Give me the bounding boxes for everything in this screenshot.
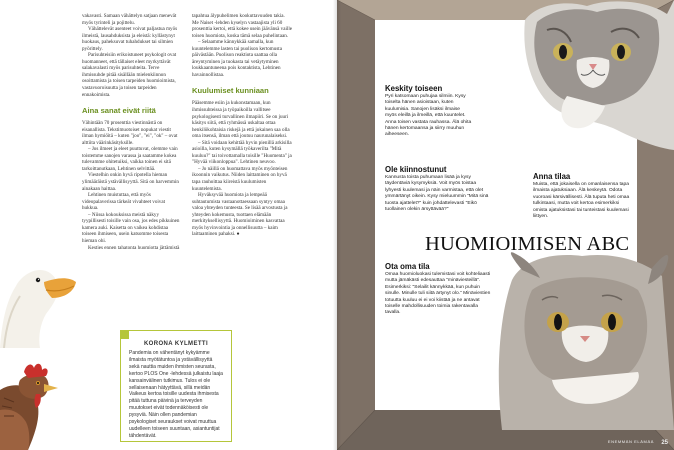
magazine-footer: ENEMMÄN ELÄMÄÄ [607,439,654,444]
section-text-keskity: Pyri katsomaan puhujaa silmiin. Kysy toiselta hänen asioistaan, kuten kuulumisia. Sanojen lisäksi ilmaise myös eleillä ja ilmeillä, että kuuntelet. Anna toisen vastata rauhassa. Älä ohita hänen kertomaansa ja siirry muuhun aiheeseen. [385,94,472,138]
page-gutter [333,0,341,450]
section-text-ota-oma-tila: Omaa huomioluokasi tulemistasi voit kohteliaasti mutta jämäkästi edesauttaa "minäviesteillä". Esimerkiksi: "Selailit kännykkää, kun puhuin sinulle. Minulle tuli siitä ärtynyt olo." Minäviestien totuutta kuuluu ei ei voi kiistää ja ne antavat toiselle mahdollisuuden toimia rakentavalla tavalla. [385,272,491,316]
paragraph: Parisuhteisiin erikoistuneet psykologit ovat huomanneet, että tällaiset eleet myrkyttävät salakavalasti myös parisuhteita. Terve ihmissuhde pitää sisällään mielenkiinnon osoittamista ja toisen tarpeiden huomioimista, vastavuoroisuutta ja toisen tarpeiden ennakoimista. [82,52,177,98]
korona-info-box [120,330,232,442]
paragraph: Vähättelevät asenteet voivat paljastua myös ilmeistä, lausahduksista ja eleistä: kyllästynyt huokaus, paheksuvat tuhahdukset tai silmien pyörittely. [82,26,178,52]
paragraph: – Jos ilmeet ja eleet puuttuvat, olemme vain toistemme sanojen varassa ja saatamme kokea tulevamme ohitetuiksi, vaikka toinen ei sitä tarkoittanutkaan, Lehtinen selvittää. [82,146,178,172]
section-heading: Aina sanat eivät riitä [82,106,156,116]
section-heading-ota-oma-tila: Ota oma tila [385,262,430,271]
page-number: 25 [661,440,668,446]
right-page [337,0,674,450]
cat-bottom-image [492,250,674,430]
paragraph: Kesties ennen tahatonta huomiotta jättämistä [88,244,180,251]
paragraph: – Sitä voidaan kehittää hyvin pienillä arkisilla asioilla, kuten kysymällä työkaverilta "Mitä kuuluu?" tai toivottamalla toisille "Huomenta" ja "Hyvää viikonloppua". Lehtinen neuvoo. [192,139,292,166]
paragraph: Vähintään 70 prosenttia viestinnästä on eisanallista. Tekstimuotoiset nopukat viestit ilman hymiöitä – kuten "joo", "ei", "ok" – ovat alttiita väärinkäsityksille. [82,120,178,146]
article-column-1 [82,13,182,251]
hen-image [0,350,80,450]
paragraph: Lehtinen muistuttaa, että myös videopalaverissa tärkeät vivahteet voivat hukkua. [82,192,166,212]
paragraph: Pääsemme esiin ja kukonstamaan, kun ihmissuhteissa ja työpaikoilla vallitsee psykologisesti turvallinen ilmapiiri. Se on juuri käsitys siitä, että ryhmässä uskaltaa ottaa henkilökohtaisia riskejä ja että jokainen saa olla oma itsensä, ilman että joutuu naurunalaiseksi. [192,100,290,140]
paragraph: – Jo näillä on huomattava myös myönteisen ikoonnin vaikutus. Niiden laittaminen on hyvä tapa rauhoittaa kiireistä kuulumisten kuuntelemista. [192,165,288,192]
section-text-ole-kiinnostunut: Kannusta toista puhumaan lisää ja kysy täydentäviä kysymyksiä. Voit myös toistaa lyhyesti kuulemasi ja näin varmistaa, että olet ymmärtänyt oikein. Kysy mieluummin "Mitä sinä tuosta ajattelet?" kuin johdattelevasti "Eikö tuollainen olekin ärsyttävää?" [385,175,489,213]
paragraph: tapahtua älypuhelimen kookuttavuuden takia. Me Naiset -lehden kyselyn vastaajista yli 60 prosenttia kertoi, että kokee usein jäävänsä vaille toisen huomiota, koska tämä selaa puhelintaan. [192,13,292,39]
paragraph: vakavasti. Samaan vähättelyn satjaan menevät myös tyrinteli ja pojittelu. [82,13,177,26]
section-heading-keskity: Keskity toiseen [385,84,443,93]
section-heading-anna-tilaa: Anna tilaa [533,172,571,181]
box-title: KORONA KYLMETTI [143,341,209,347]
duck-image [0,248,76,348]
section-text-anna-tilaa: Muista, että jokaisella on omanlaisensa tapa ilmaista ajatuksiaan. Älä keskeytä. Odota vuoroasi kärsivällisesti. Älä tuputa heti omaa tulkintaasi, mutta voit kertoa esimerkiksi omista ajatuksistasi tai tunteistasi kuulemasi liittyen. [533,182,630,220]
section-heading: Kuulumiset kunniaan [192,86,269,96]
article-column-2 [192,13,292,238]
section-heading-ole-kiinnostunut: Ole kiinnostunut [385,165,447,174]
paragraph: – Selaamme kännykkää samalla, kun kuuntelemme lasten tai puolison kertomusta päivästään. Puolison reaktiota saattaa olla äreyntyminen ja tuokasta tai vetäytyminen loukkaantuneena pois kontaktista, Lehtinen havainnollistaa. [192,39,282,78]
box-corner-decoration [120,330,129,339]
box-text: Pandemia on vähentänyt kykyämme ilmaista myötätuntoa ja ystävällisyyttä sekä nauttia muiden ihmisten seurasta, kertoo PLOS One -lehdessä julkaistu laaja kansainvälinen tutkimus. Tulos ei ole sellaisenaan hätyyttävä, sillä meidän Vaikeus kertoa toisille uudesta ihmisesta pitää tuttuna päivinä ja terveyden muutokset eivät todennäköisesti ole pysyviä. Näin ollen pandemian psykologiset seuraukset voivat muuttua uudelleen toiseen suuntaan, asiantuntijat tähdentävät. [129,350,223,439]
paragraph: – Niissa kokouksissa meistä näkyy tyypillisesti toisille vain osa, jos edes pikkuinen kamera auki. Kaisetta on vaikea kohdistaa toiseen ihmiseen, usein katsomme toisesta hieman ohi. [82,211,180,244]
cat-top-image [517,0,674,150]
paragraph: Hyväksyvää huomiota ja lempeää suhtautumista vastaanottaessaan syntyy omaa valoa yhteyden tunteesta. Se lisää arvostusta ja yhteyden kokemusta, tuottaen elämään merkityksellisyyttä. Huomioiminen kasvattaa myös hyvinvointia ja onnellisuutta – kaim laittaaminen pahaksi. ● [192,192,288,238]
page-title: HUOMIOIMISEN ABC [425,233,630,255]
paragraph: Viestelhin onkin hyvä ripotella hieman ylimääräistä ystävällisyyttä. Sitä on harvemmin ainakaan haittaa. [82,172,179,192]
